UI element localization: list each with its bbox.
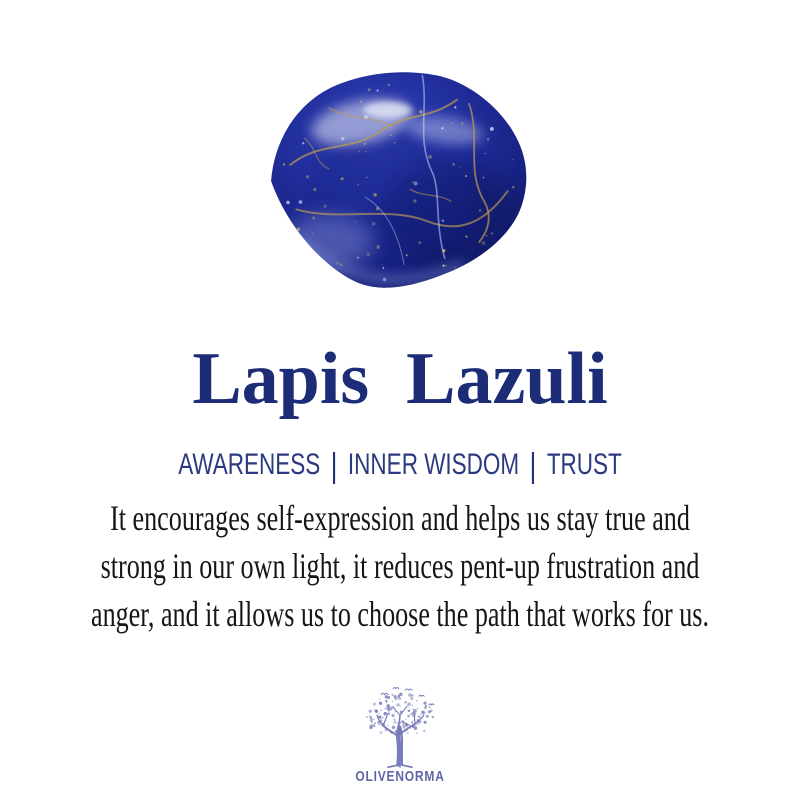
description-line: strong in our own light, it reduces pent-up frustration and — [100, 546, 700, 586]
keywords-row — [0, 447, 800, 485]
separator-icon: | — [330, 447, 338, 485]
brand-name: OLIVENORMA — [355, 768, 445, 785]
keyword-awareness: AWARENESS — [178, 448, 321, 481]
description-line: It encourages self-expression and helps us stay true and — [110, 498, 690, 538]
brand-logo — [0, 686, 800, 784]
lapis-lazuli-stone-photo — [268, 66, 532, 294]
page-title: Lapis Lazuli — [192, 338, 608, 420]
lapis-lazuli-stone-illustration — [268, 66, 532, 294]
keyword-inner-wisdom: INNER WISDOM — [347, 448, 520, 481]
tree-trunk — [377, 707, 424, 768]
separator-icon: | — [529, 447, 537, 485]
keyword-trust: TRUST — [546, 448, 622, 481]
tree-of-life-icon — [356, 686, 444, 768]
description-paragraph — [0, 494, 800, 638]
description-line: anger, and it allows us to choose the path that works for us. — [91, 594, 709, 634]
